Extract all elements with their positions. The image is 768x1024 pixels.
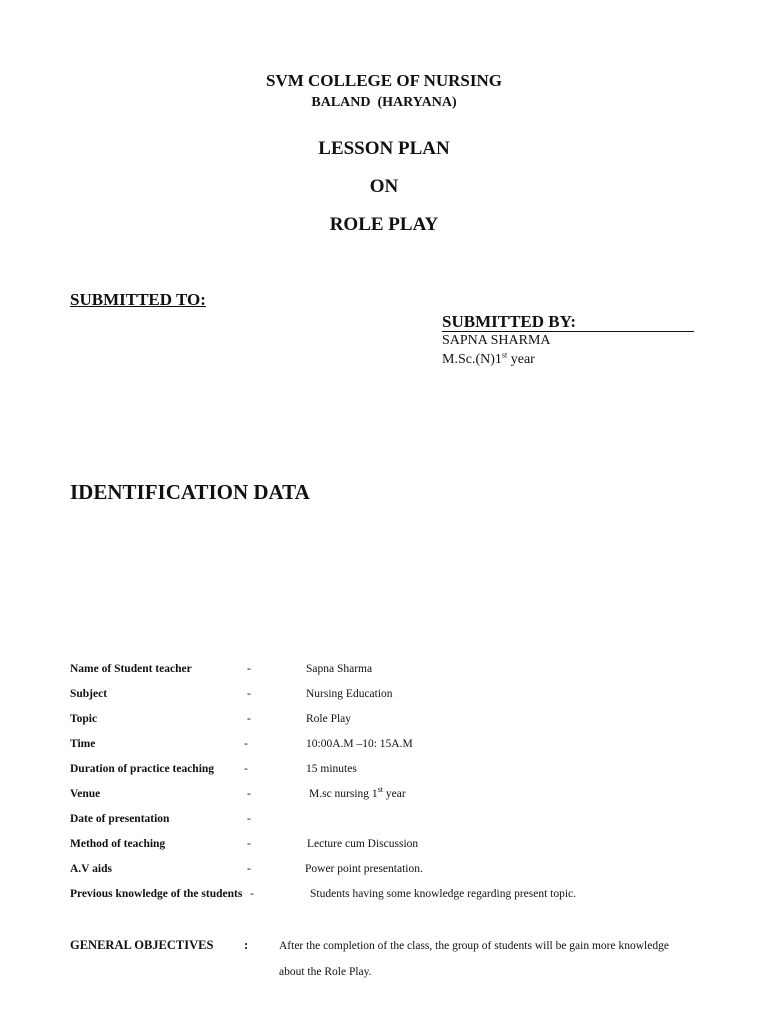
table-row (0, 785, 768, 806)
general-objectives-separator: : (244, 938, 249, 952)
title-line-1: LESSON PLAN (318, 138, 450, 159)
submitted-by-label: SUBMITTED BY: (442, 312, 694, 332)
row-separator: - (247, 788, 251, 800)
table-row (0, 888, 768, 906)
table-row (0, 688, 768, 706)
college-location: BALAND (HARYANA) (311, 95, 457, 110)
venue-value-suffix: year (383, 788, 406, 800)
row-separator: - (250, 888, 254, 900)
table-row (0, 863, 768, 881)
general-objectives-line-2: about the Role Play. (279, 966, 372, 978)
row-separator: - (247, 663, 251, 675)
submitter-course-prefix: M.Sc.(N)1 (442, 352, 502, 367)
row-label: Name of Student teacher (70, 663, 192, 675)
row-separator: - (244, 738, 248, 750)
row-value: 10:00A.M –10: 15A.M (306, 738, 413, 750)
row-value: 15 minutes (306, 763, 357, 775)
row-separator: - (247, 863, 251, 875)
table-row (0, 838, 768, 856)
row-separator: - (247, 838, 251, 850)
table-row (0, 663, 768, 681)
row-separator: - (247, 713, 251, 725)
table-row (0, 738, 768, 756)
venue-value-sup: st (377, 785, 384, 795)
row-label: Subject (70, 688, 108, 700)
row-label: Topic (70, 713, 98, 725)
row-value: Students having some knowledge regarding present topic. (310, 888, 577, 900)
table-row (0, 713, 768, 731)
row-label: Time (70, 738, 96, 750)
row-value (309, 785, 406, 800)
row-value: Power point presentation. (305, 863, 423, 875)
table-row (0, 763, 768, 781)
submitter-name: SAPNA SHARMA (442, 333, 551, 348)
row-value: Role Play (306, 713, 352, 725)
submitter-course-sup: st (501, 350, 508, 360)
row-label: Previous knowledge of the students (70, 888, 243, 900)
row-separator: - (247, 688, 251, 700)
title-line-2: ON (369, 176, 399, 197)
general-objectives-label: GENERAL OBJECTIVES (70, 938, 214, 952)
row-value: Sapna Sharma (306, 663, 373, 675)
general-objectives-line-1: After the completion of the class, the group of students will be gain more knowledge (279, 940, 669, 952)
row-label: Duration of practice teaching (70, 763, 215, 775)
section-heading: IDENTIFICATION DATA (70, 480, 310, 504)
table-row (0, 813, 768, 831)
row-value: Lecture cum Discussion (307, 838, 419, 850)
row-separator: - (244, 763, 248, 775)
venue-value: M.sc nursing 1 (309, 788, 378, 800)
submitted-to-label: SUBMITTED TO: (70, 290, 206, 309)
row-separator: - (247, 813, 251, 825)
college-name: SVM COLLEGE OF NURSING (266, 71, 502, 90)
row-value: Nursing Education (306, 688, 393, 700)
title-line-3: ROLE PLAY (329, 214, 439, 235)
row-label: Venue (70, 788, 101, 800)
row-label: A.V aids (70, 863, 112, 875)
submitter-course-suffix: year (507, 352, 535, 367)
row-label: Date of presentation (70, 813, 170, 825)
submitter-course (442, 352, 535, 368)
row-label: Method of teaching (70, 838, 166, 850)
